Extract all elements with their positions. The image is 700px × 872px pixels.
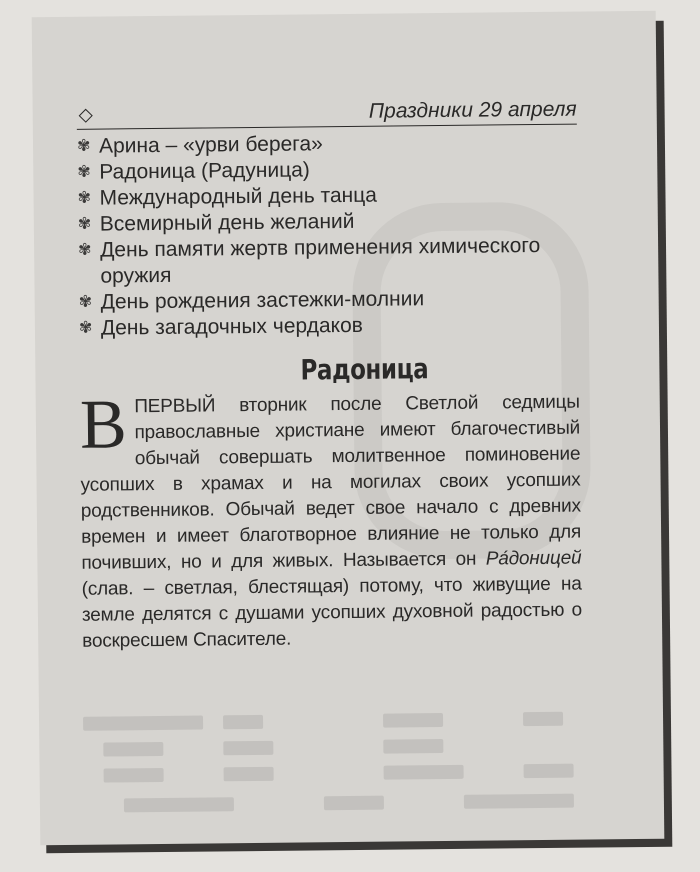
drop-cap: В (79, 386, 127, 464)
holiday-list (77, 129, 579, 342)
faded-row (223, 715, 263, 729)
section-header (77, 98, 577, 130)
article-text-part2: (слав. – светлая, блестящая) потому, что живущие на земле делятся с душами усопших духовной радостью о воскресшем Спасителе. (81, 573, 583, 652)
holiday-item: ✾ День рождения застежки-молнии (79, 285, 579, 316)
holiday-item: ✾ День памяти жертв применения химического оружия (78, 233, 541, 288)
faded-row (83, 716, 203, 731)
holiday-item: ✾ День загадочных чердаков (79, 311, 579, 342)
faded-row (384, 765, 464, 780)
flower-icon: ✾ (77, 189, 92, 207)
diamond-icon (79, 109, 93, 123)
faded-row (104, 768, 164, 783)
flower-icon: ✾ (78, 319, 93, 337)
article-term: Ра́доницей (485, 547, 582, 570)
bleed-through-table (83, 701, 604, 826)
faded-row (523, 712, 563, 726)
faded-row (324, 796, 384, 811)
holiday-item: ✾ Арина – «урви берега» (77, 129, 577, 160)
faded-row (383, 713, 443, 728)
flower-icon: ✾ (78, 293, 93, 311)
faded-row (124, 797, 234, 812)
flower-icon: ✾ (77, 163, 91, 181)
article-first-word: ПЕРВЫЙ (134, 395, 216, 418)
faded-row (103, 742, 163, 757)
faded-row (223, 741, 273, 756)
article-column (77, 98, 583, 655)
flower-icon: ✾ (78, 241, 92, 259)
article-text-part1: вторник после Светлой седмицы православные христиане имеют благочестивый обычай совершать молитвенное поминовение усопших в храмах и на могилах своих усопших родственников. Обычай ведет свое начало с древних времен и имеет благотворное влияние не только для почивших, но и для живых. Называется он (80, 391, 582, 574)
flower-icon: ✾ (76, 137, 91, 155)
holiday-item: ✾ Радоница (Радуница) (77, 155, 577, 186)
faded-row (224, 767, 274, 782)
flower-icon: ✾ (77, 215, 92, 233)
holiday-item: ✾ Всемирный день желаний (78, 207, 578, 238)
newspaper-clipping (32, 11, 665, 845)
holiday-item: ✾ Международный день танца (77, 181, 577, 212)
faded-row (524, 764, 574, 779)
faded-row (383, 739, 443, 754)
article-title: Радоница (300, 352, 429, 387)
faded-row (464, 794, 574, 809)
section-title: Праздники 29 апреля (368, 97, 577, 123)
article-body (79, 386, 583, 655)
